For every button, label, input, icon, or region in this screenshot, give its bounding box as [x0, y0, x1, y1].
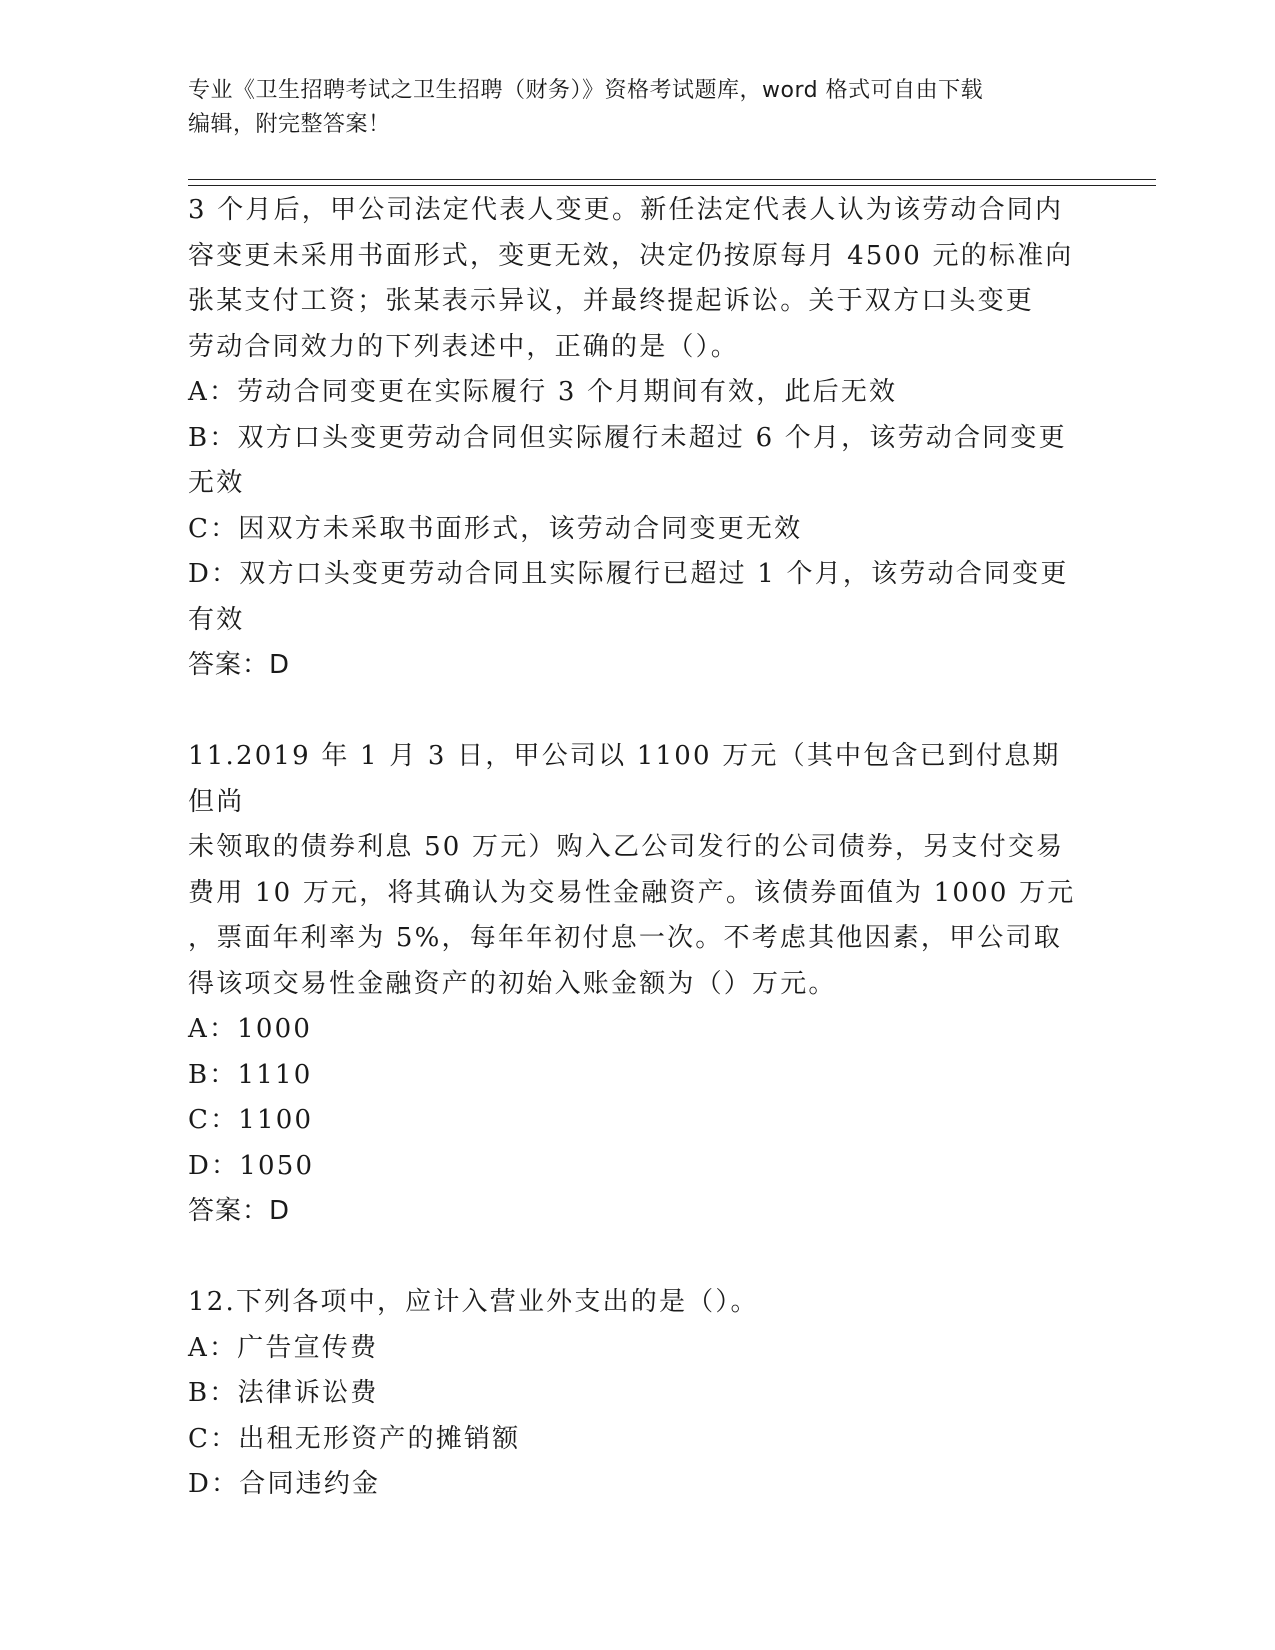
option-a: A：广告宣传费 — [188, 1332, 379, 1363]
option-b: B：1110 — [188, 1059, 313, 1090]
option-d: D：1050 — [188, 1150, 315, 1181]
option-d: D：双方口头变更劳动合同且实际履行已超过 1 个月，该劳动合同变更 — [188, 559, 1069, 589]
question-stem-line: 容变更未采用书面形式，变更无效，决定仍按原每月 4500 元的标准向 — [188, 240, 1074, 271]
question-stem-line: 未领取的债券利息 50 万元）购入乙公司发行的公司债券，另支付交易 — [188, 832, 1065, 862]
question-12 — [188, 1280, 1088, 1508]
option-c: C：出租无形资产的摊销额 — [188, 1423, 521, 1454]
option-d-continued: 有效 — [188, 604, 245, 635]
spacer — [188, 689, 1088, 735]
header-line: 专业《卫生招聘考试之卫生招聘（财务）》资格考试题库，word 格式可自由下载 — [188, 78, 984, 103]
option-d: D：合同违约金 — [188, 1469, 381, 1499]
option-a: A：劳动合同变更在实际履行 3 个月期间有效，此后无效 — [188, 377, 898, 407]
header-divider — [188, 179, 1156, 186]
question-stem-line: 张某支付工资；张某表示异议，并最终提起诉讼。关于双方口头变更 — [188, 286, 1035, 316]
answer-line: 答案：D — [188, 650, 291, 680]
question-11 — [188, 734, 1088, 1235]
option-b-continued: 无效 — [188, 468, 245, 498]
question-10 — [188, 188, 1088, 689]
spacer — [188, 1235, 1088, 1281]
answer-line: 答案：D — [188, 1196, 291, 1226]
header-line: 编辑，附完整答案！ — [188, 112, 391, 137]
document-body — [188, 188, 1088, 1508]
question-stem-line: 费用 10 万元，将其确认为交易性金融资产。该债券面值为 1000 万元 — [188, 877, 1076, 908]
option-c: C：1100 — [188, 1105, 314, 1135]
option-a: A：1000 — [188, 1014, 313, 1044]
question-stem-line: 3 个月后，甲公司法定代表人变更。新任法定代表人认为该劳动合同内 — [188, 195, 1064, 225]
document-header — [188, 74, 1088, 142]
question-stem-line: 12.下列各项中，应计入营业外支出的是（）。 — [188, 1287, 759, 1317]
question-stem-line: ，票面年利率为 5%，每年年初付息一次。不考虑其他因素，甲公司取 — [188, 923, 1062, 953]
option-b: B：法律诉讼费 — [188, 1378, 379, 1408]
question-stem-line: 劳动合同效力的下列表述中，正确的是（）。 — [188, 331, 740, 362]
question-stem-line: 得该项交易性金融资产的初始入账金额为（）万元。 — [188, 968, 837, 999]
question-stem-line: 11.2019 年 1 月 3 日，甲公司以 1100 万元（其中包含已到付息期但尚 — [188, 741, 1061, 817]
option-c: C：因双方未采取书面形式，该劳动合同变更无效 — [188, 513, 803, 544]
option-b: B：双方口头变更劳动合同但实际履行未超过 6 个月，该劳动合同变更 — [188, 422, 1067, 453]
